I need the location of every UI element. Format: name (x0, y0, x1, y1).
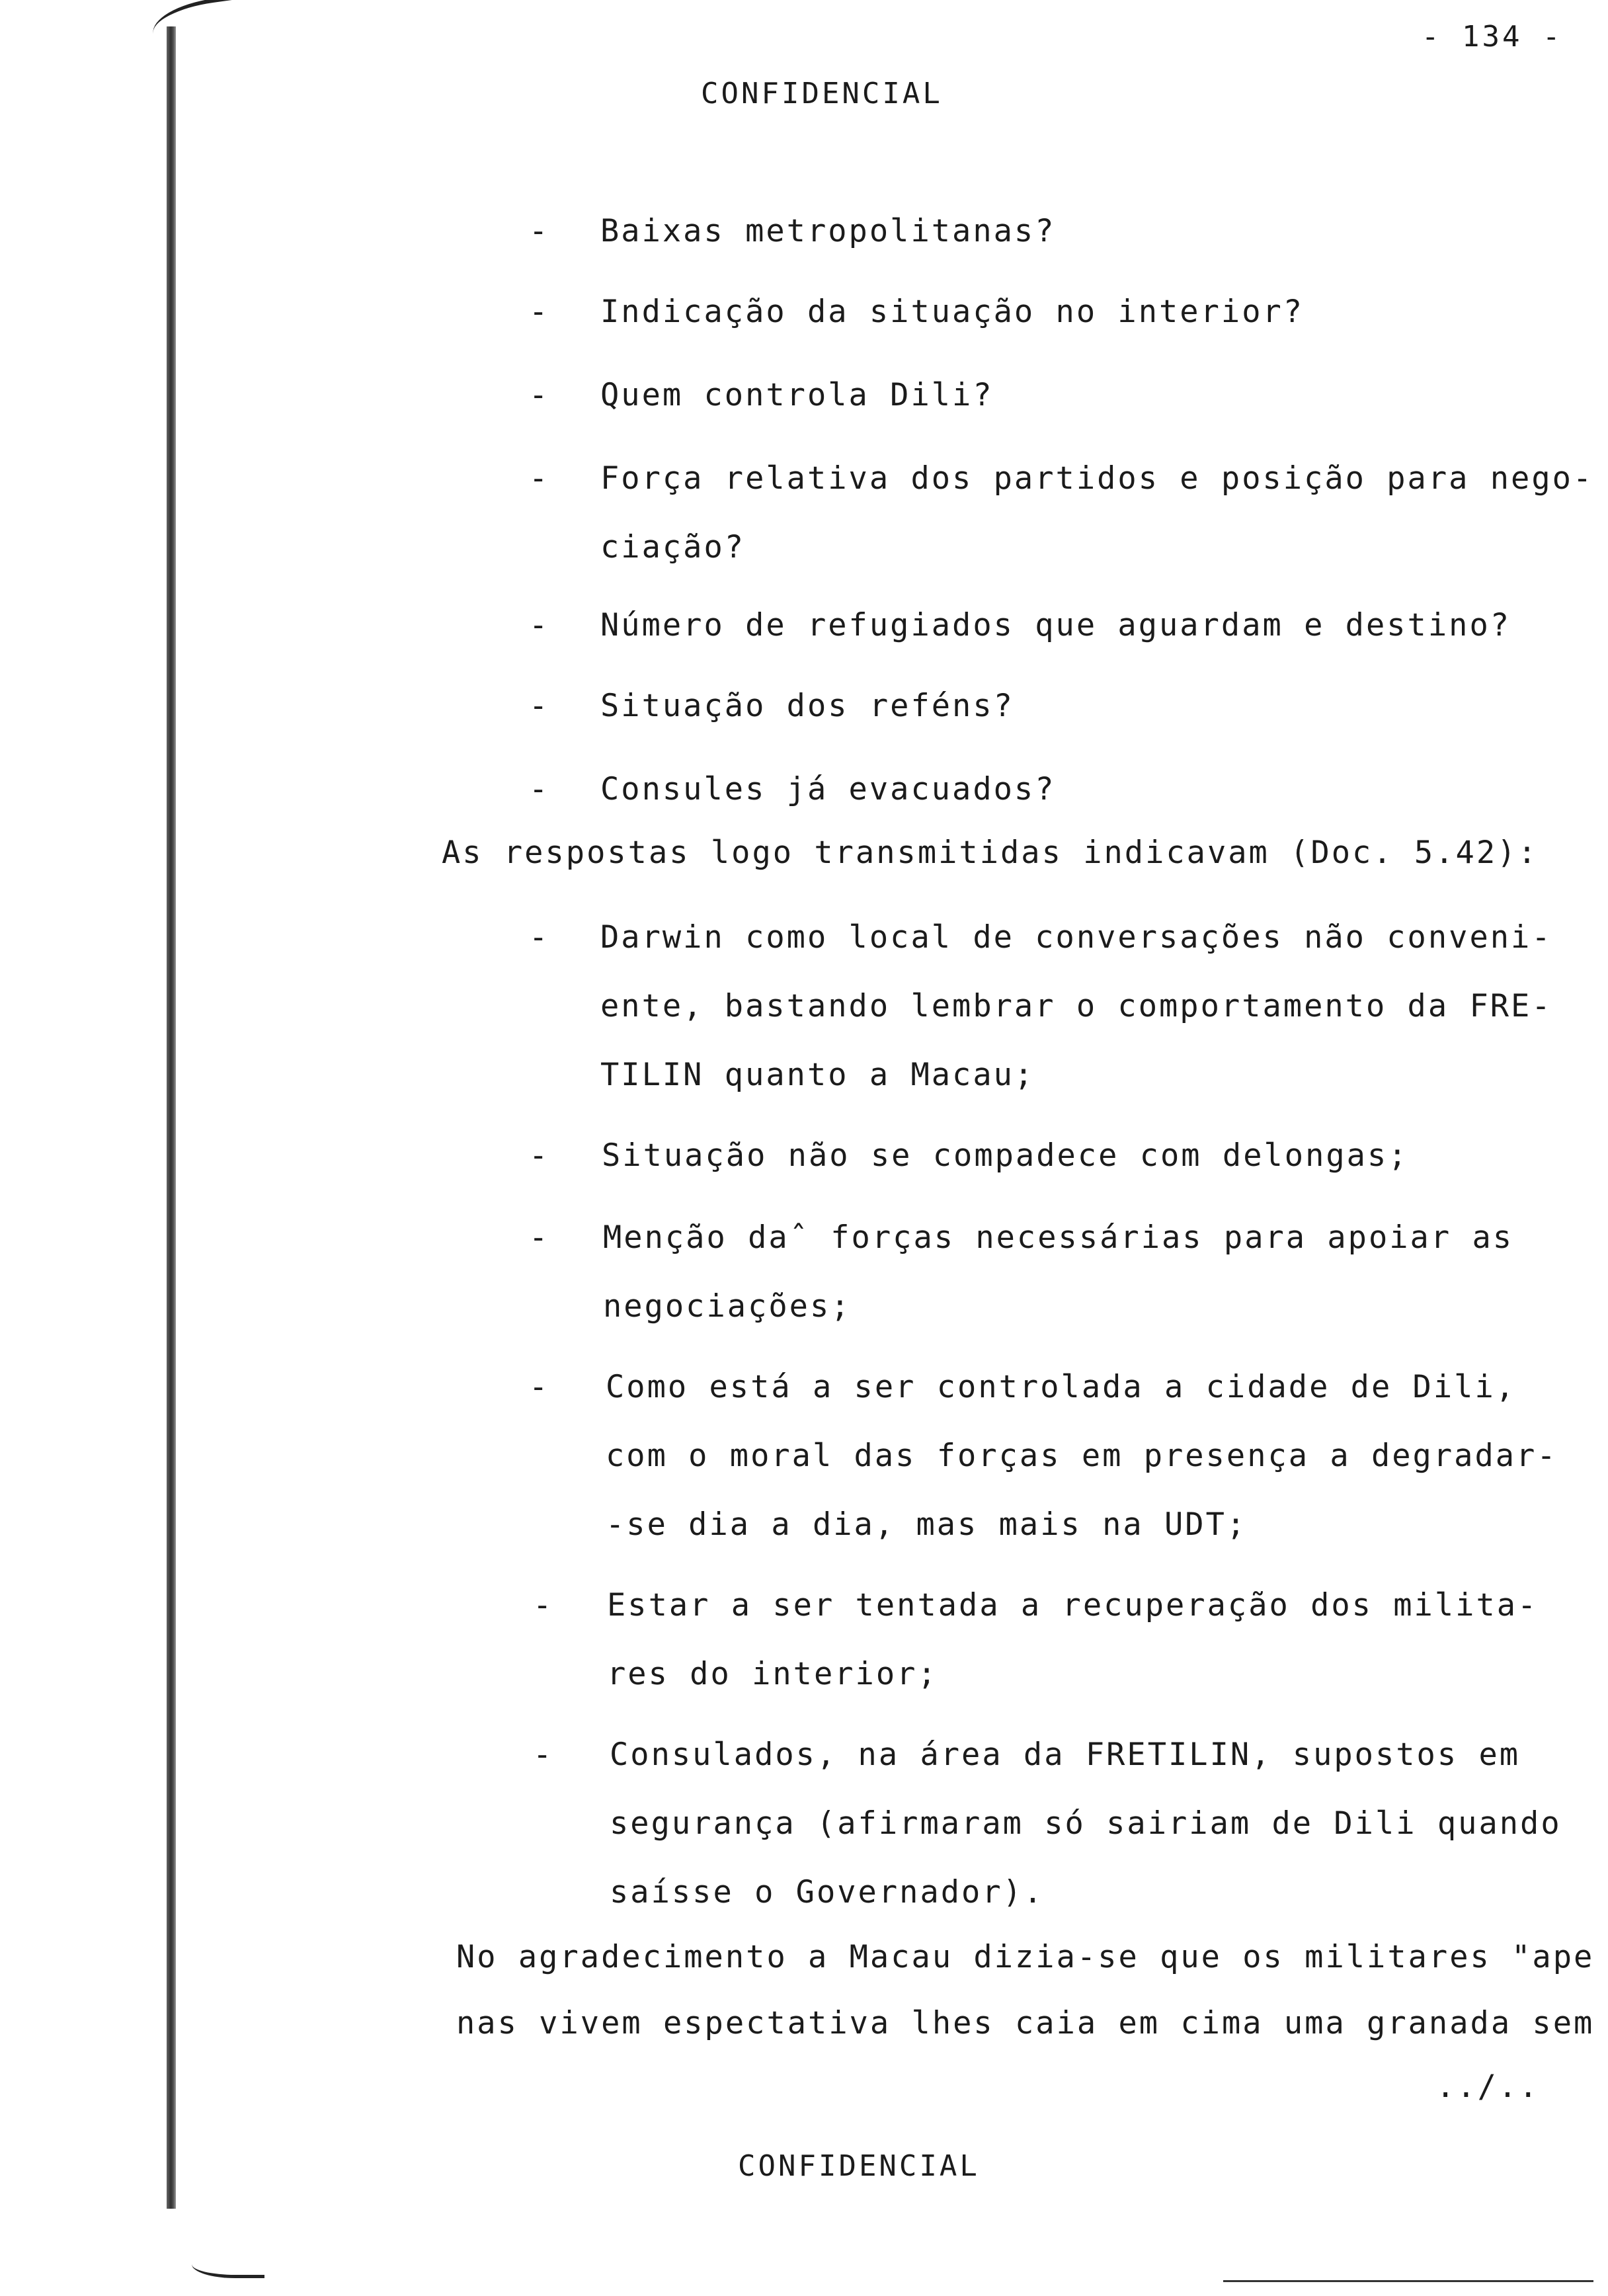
paragraph-line: nas vivem espectativa lhes caia em cima uma granada sem (456, 2005, 1595, 2041)
list-bullet: - (529, 460, 548, 497)
list-item-text: Menção daˆ forças necessárias para apoiar as (603, 1219, 1514, 1256)
list-bullet: - (529, 213, 548, 249)
list-item-text: Situação dos reféns? (600, 688, 1014, 724)
list-item-text: ciação? (600, 529, 746, 565)
list-item-text: segurança (afirmaram só sairiam de Dili quando (610, 1805, 1562, 1842)
answers-intro: As respostas logo transmitidas indicavam (Doc. 5.42): (442, 835, 1539, 871)
list-item-text: Baixas metropolitanas? (600, 213, 1056, 249)
list-bullet: - (529, 377, 548, 413)
paragraph-line: No agradecimento a Macau dizia-se que os militares "ape (456, 1939, 1595, 1975)
list-bullet: - (529, 919, 548, 956)
list-item-text: Consulados, na área da FRETILIN, supostos em (610, 1737, 1521, 1773)
list-item-text: saísse o Governador). (610, 1874, 1045, 1910)
list-item-text: Indicação da situação no interior? (600, 294, 1305, 330)
list-item-text: TILIN quanto a Macau; (600, 1057, 1035, 1093)
list-item-text: com o moral das forças em presença a degradar- (606, 1438, 1558, 1474)
list-bullet: - (529, 1137, 548, 1174)
list-bullet: - (533, 1737, 552, 1773)
list-item-text: res do interior; (607, 1656, 938, 1692)
list-item-text: Número de refugiados que aguardam e destino? (600, 607, 1511, 643)
list-item-text: Quem controla Dili? (600, 377, 994, 413)
list-bullet: - (529, 1369, 548, 1405)
binding-curve-bottom (192, 2255, 264, 2278)
continuation-mark: ../.. (1436, 2069, 1540, 2105)
list-item-text: Situação não se compadece com delongas; (602, 1137, 1409, 1174)
list-item-text: Estar a ser tentada a recuperação dos milita- (607, 1587, 1539, 1623)
footer-classification: CONFIDENCIAL (738, 2149, 980, 2183)
list-bullet: - (529, 607, 548, 643)
list-bullet: - (529, 688, 548, 724)
footer-rule (1223, 2280, 1593, 2282)
list-item-text: ente, bastando lembrar o comportamento da FRE- (600, 988, 1552, 1024)
list-item-text: negociações; (603, 1288, 852, 1325)
list-item-text: Darwin como local de conversações não conveni- (600, 919, 1552, 956)
header-classification: CONFIDENCIAL (701, 77, 943, 110)
list-item-text: Força relativa dos partidos e posição para nego- (600, 460, 1594, 497)
list-bullet: - (529, 1219, 548, 1256)
list-item-text: -se dia a dia, mas mais na UDT; (606, 1506, 1248, 1543)
list-bullet: - (533, 1587, 552, 1623)
list-item-text: Como está a ser controlada a cidade de Dili, (606, 1369, 1517, 1405)
list-bullet: - (529, 771, 548, 807)
page-number: - 134 - (1422, 20, 1563, 54)
list-bullet: - (529, 294, 548, 330)
binding-strip (167, 26, 176, 2209)
list-item-text: Consules já evacuados? (600, 771, 1056, 807)
